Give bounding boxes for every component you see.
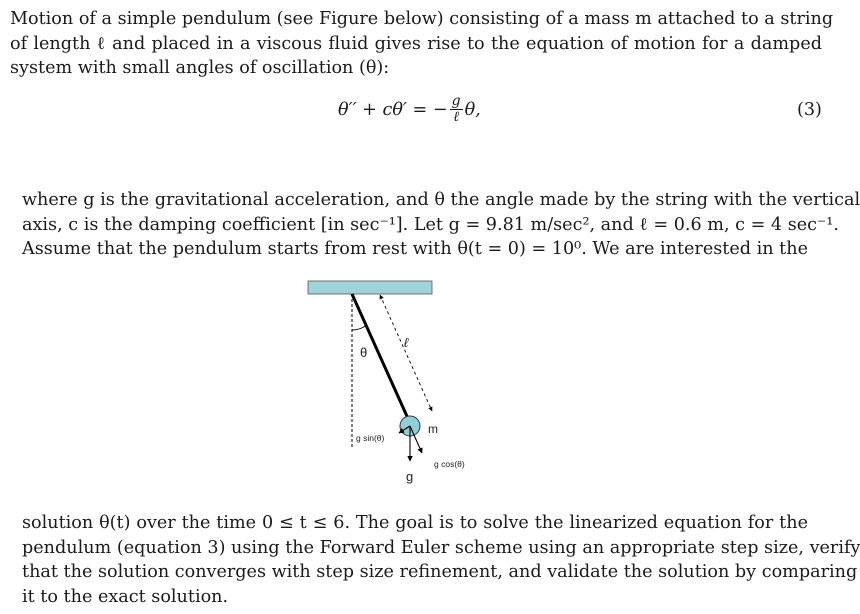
intro-line-2: of length ℓ and placed in a viscous fluid gives rise to the equation of motion for a damped bbox=[10, 33, 822, 54]
equation-number: (3) bbox=[797, 100, 822, 120]
params-line-2: axis, c is the damping coefficient [in sec⁻¹]. Let g = 9.81 m/sec², and ℓ = 0.6 m, c = 4 sec⁻¹. bbox=[22, 214, 839, 235]
goal-line-4: it to the exact solution. bbox=[22, 586, 229, 607]
length-dimension bbox=[380, 295, 432, 411]
mass-label: m bbox=[428, 422, 438, 436]
g-sin-label: g sin(θ) bbox=[356, 433, 385, 443]
goal-line-3: that the solution converges with step size refinement, and validate the solution by comparing bbox=[22, 562, 858, 582]
theta-label: θ bbox=[360, 345, 368, 360]
goal-line-2: pendulum (equation 3) using the Forward Euler scheme using an appropriate step size, verify bbox=[22, 537, 860, 558]
params-line-1: where g is the gravitational acceleration, and θ the angle made by the string with the vertical bbox=[22, 190, 860, 210]
equation-fraction bbox=[450, 94, 463, 125]
parameters-paragraph bbox=[22, 188, 860, 262]
length-label: ℓ bbox=[404, 335, 409, 350]
fraction-numerator: g bbox=[451, 93, 461, 109]
goal-line-1: solution θ(t) over the time 0 ≤ t ≤ 6. The goal is to solve the linearized equation for the bbox=[22, 513, 808, 533]
intro-line-1: Motion of a simple pendulum (see Figure below) consisting of a mass m attached to a string bbox=[10, 9, 834, 29]
ceiling-support bbox=[308, 281, 432, 294]
g-label: g bbox=[406, 469, 414, 484]
equation-rhs: θ, bbox=[464, 99, 481, 120]
params-line-3: Assume that the pendulum starts from rest with θ(t = 0) = 10⁰. We are interested in the bbox=[22, 239, 808, 259]
g-cos-label: g cos(θ) bbox=[434, 459, 465, 469]
pendulum-figure bbox=[300, 275, 465, 490]
goal-paragraph bbox=[22, 511, 860, 609]
intro-paragraph bbox=[10, 7, 834, 81]
equation-lhs: θ′′ + cθ′ = − bbox=[338, 99, 448, 120]
intro-line-3: system with small angles of oscillation (θ): bbox=[10, 58, 390, 78]
fraction-denominator: ℓ bbox=[453, 109, 460, 125]
equation-3 bbox=[338, 94, 481, 125]
